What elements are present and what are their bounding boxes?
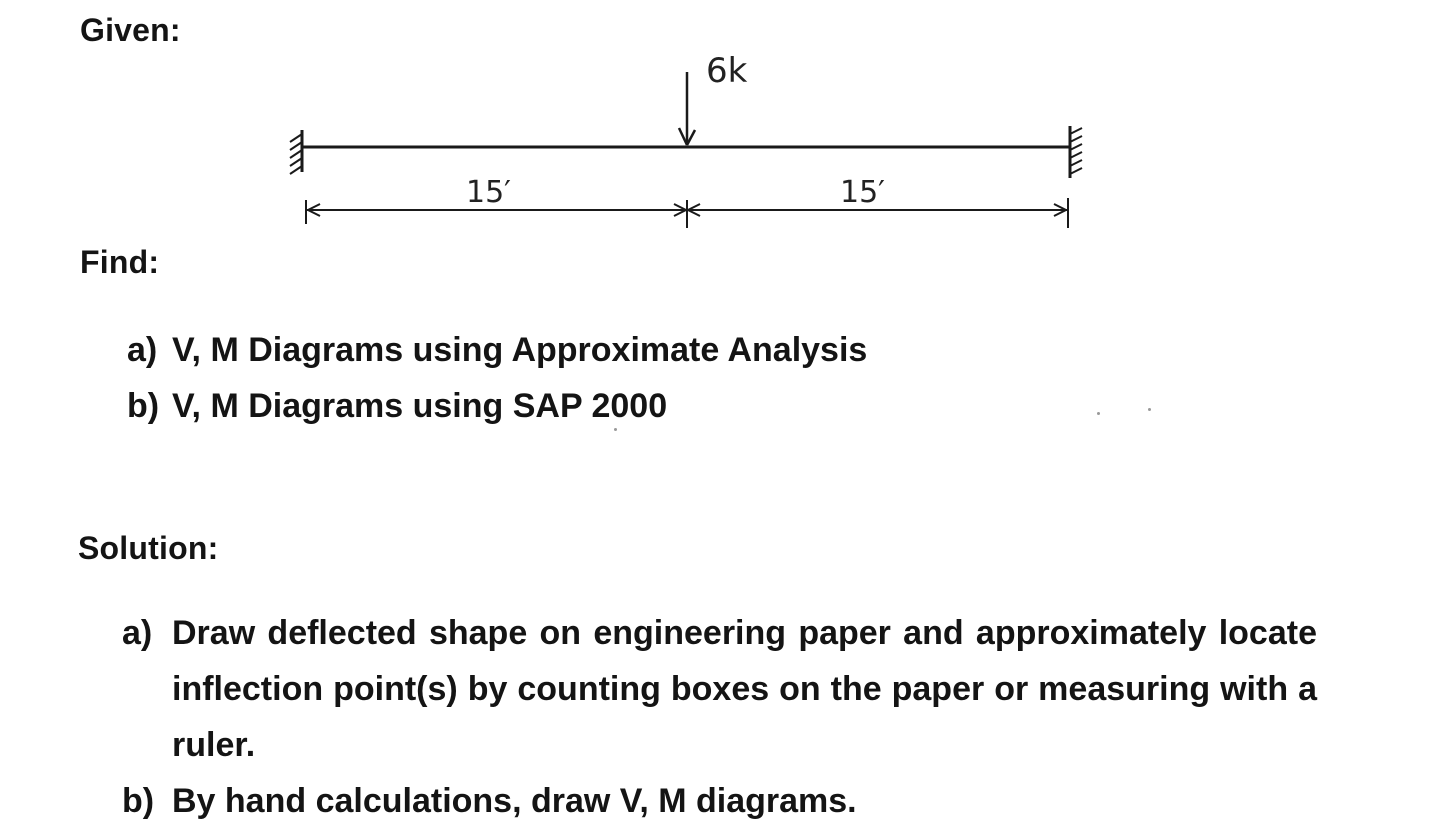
given-heading: Given: bbox=[80, 12, 181, 48]
fixed-beam-diagram bbox=[270, 50, 1090, 240]
paper-speck bbox=[1148, 408, 1151, 411]
find-heading: Find: bbox=[80, 244, 160, 280]
find-item-a bbox=[127, 322, 867, 378]
solution-heading: Solution: bbox=[78, 530, 219, 566]
find-item-b bbox=[127, 378, 867, 434]
point-load-arrow-icon bbox=[679, 72, 695, 145]
dimension-line bbox=[306, 198, 1068, 228]
solution-item-b bbox=[122, 773, 1322, 829]
find-item-a-text: V, M Diagrams using Approximate Analysis bbox=[172, 331, 868, 369]
find-item-a-marker: a) bbox=[127, 331, 158, 369]
solution-list bbox=[122, 605, 1322, 829]
paper-speck bbox=[614, 428, 617, 431]
solution-item-a bbox=[122, 605, 1317, 773]
find-item-b-text: V, M Diagrams using SAP 2000 bbox=[172, 387, 668, 425]
find-item-b-marker: b) bbox=[127, 387, 160, 425]
span-left-label: 15′ bbox=[466, 175, 511, 210]
load-label: 6k bbox=[706, 51, 748, 91]
solution-item-a-text: Draw deflected shape on engineering paper and approximately locate inflection point(s) by counting boxes on the paper or measuring with a ruler. bbox=[172, 614, 1317, 764]
left-fixed-support-icon bbox=[290, 130, 302, 174]
right-fixed-support-icon bbox=[1070, 126, 1082, 178]
find-list bbox=[127, 322, 867, 434]
solution-item-a-marker: a) bbox=[122, 614, 153, 652]
paper-speck bbox=[1097, 412, 1100, 415]
solution-item-b-text: By hand calculations, draw V, M diagrams. bbox=[172, 782, 857, 820]
span-right-label: 15′ bbox=[840, 175, 885, 210]
solution-item-b-marker: b) bbox=[122, 782, 155, 820]
